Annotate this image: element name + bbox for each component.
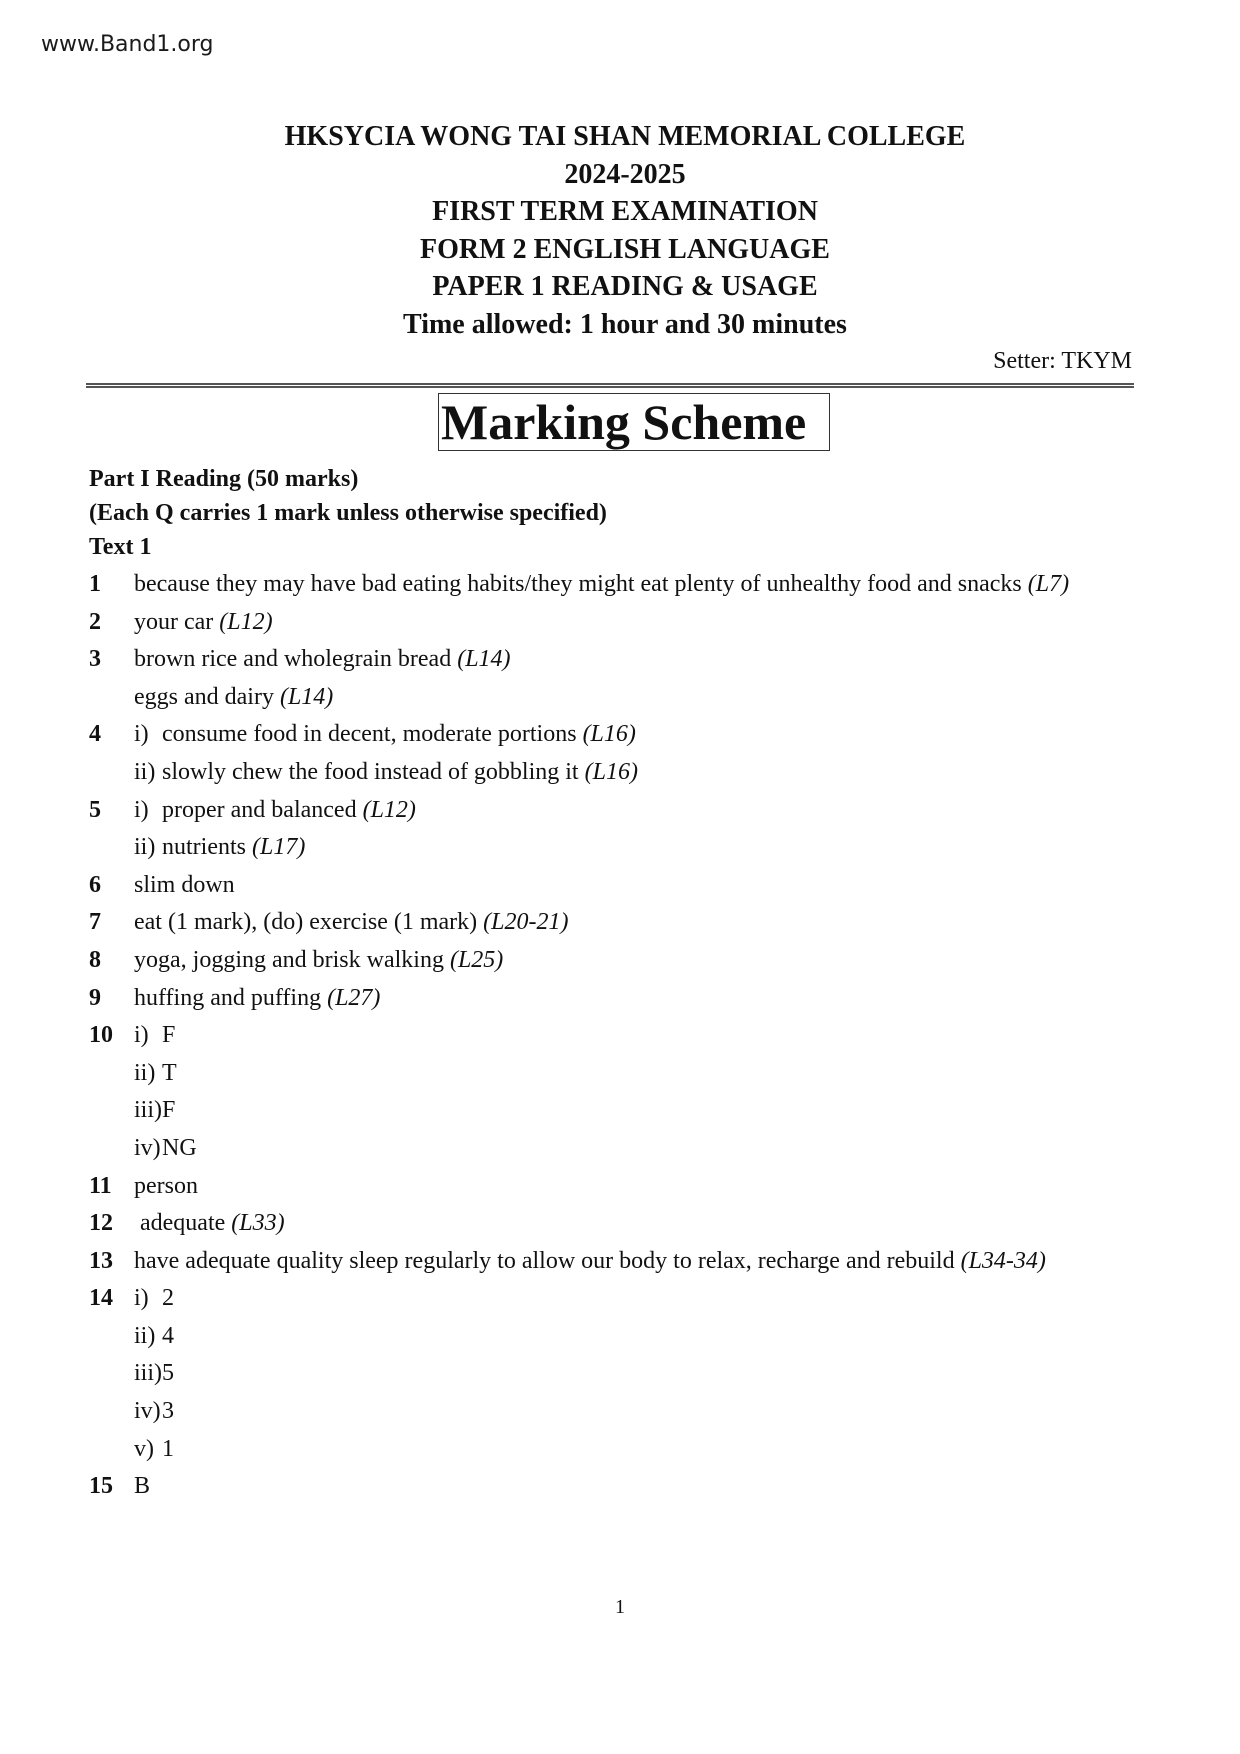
question-number: 12 xyxy=(89,1210,113,1237)
answer-body xyxy=(134,1280,174,1318)
answer-text: because they may have bad eating habits/they might eat plenty of unhealthy food and snacks xyxy=(134,571,1028,597)
answer-row xyxy=(89,754,1169,792)
answer-text: slim down xyxy=(134,871,235,898)
line-reference: (L7) xyxy=(1027,571,1070,597)
answer-text: nutrients xyxy=(162,834,252,861)
line-reference: (L27) xyxy=(327,984,381,1011)
line-reference: (L14) xyxy=(457,646,511,673)
answer-body xyxy=(134,716,636,754)
question-number: 9 xyxy=(89,984,101,1011)
question-number xyxy=(89,1092,134,1130)
line-reference: (L12) xyxy=(219,608,273,635)
answer-row xyxy=(89,1468,1169,1506)
part-title: Part I Reading (50 marks) xyxy=(89,466,359,492)
line-reference: (L14) xyxy=(279,683,334,710)
marking-note: (Each Q carries 1 mark unless otherwise specified) xyxy=(89,500,607,526)
answer-body xyxy=(134,792,416,830)
sub-question-label: v) xyxy=(134,1435,154,1462)
question-number xyxy=(89,1393,134,1431)
answer-row xyxy=(89,716,1169,754)
answer-body xyxy=(134,980,380,1018)
answer-body xyxy=(134,1168,198,1206)
setter: Setter: TKYM xyxy=(993,348,1132,374)
answer-text: slowly chew the food instead of gobbling it xyxy=(162,758,585,785)
answer-text: F xyxy=(162,1022,176,1049)
answer-row xyxy=(89,1393,1169,1431)
answer-body xyxy=(134,942,503,980)
answer-row xyxy=(89,1055,1169,1093)
watermark-url: www.Band1.org xyxy=(41,32,214,57)
answer-row xyxy=(89,1168,1169,1206)
question-number: 1 xyxy=(89,571,101,597)
time-allowed: Time allowed: 1 hour and 30 minutes xyxy=(403,308,847,340)
sub-question-label: i) xyxy=(134,1285,149,1312)
answer-text: 1 xyxy=(162,1435,174,1462)
answer-row xyxy=(89,679,1169,717)
line-reference: (L20-21) xyxy=(483,909,569,936)
question-number xyxy=(89,1431,134,1469)
answer-row xyxy=(89,1280,1169,1318)
answer-text: proper and balanced xyxy=(162,796,363,823)
answer-text: person xyxy=(134,1172,198,1199)
line-reference: (L25) xyxy=(449,946,504,973)
answer-text: have adequate quality sleep regularly to allow our body to relax, recharge and rebuild xyxy=(134,1247,961,1274)
answer-row xyxy=(89,641,1169,679)
sub-question-label: ii) xyxy=(134,758,156,785)
answer-body xyxy=(134,829,305,867)
line-reference: (L16) xyxy=(584,758,638,785)
answer-text: eggs and dairy xyxy=(134,683,280,710)
answer-row xyxy=(89,942,1169,980)
answer-body xyxy=(134,641,511,679)
answer-row xyxy=(89,1130,1169,1168)
question-number: 10 xyxy=(89,1022,113,1049)
answer-row xyxy=(89,566,1169,604)
answer-row xyxy=(89,1243,1169,1281)
answer-body xyxy=(134,604,273,642)
exam-header xyxy=(0,118,1240,343)
answer-row xyxy=(89,792,1169,830)
answer-body xyxy=(134,754,638,792)
answer-text: adequate xyxy=(134,1210,232,1237)
answer-body xyxy=(134,904,569,942)
question-number: 7 xyxy=(89,909,101,936)
answer-text: 4 xyxy=(162,1322,174,1349)
sub-question-label: ii) xyxy=(134,1059,156,1086)
line-reference: (L34-34) xyxy=(960,1247,1046,1274)
answer-body xyxy=(134,1205,285,1243)
sub-question-label: iv) xyxy=(134,1134,161,1161)
answer-text: B xyxy=(134,1473,151,1500)
document-title: Marking Scheme xyxy=(438,393,830,451)
answer-body xyxy=(134,566,1069,604)
answer-row xyxy=(89,1205,1169,1243)
double-rule-divider xyxy=(86,383,1134,388)
sub-question-label: iii) xyxy=(134,1360,162,1387)
school-name: HKSYCIA WONG TAI SHAN MEMORIAL COLLEGE xyxy=(284,121,966,152)
sub-question-label: i) xyxy=(134,1022,149,1049)
question-number: 11 xyxy=(89,1172,112,1199)
question-number: 8 xyxy=(89,946,101,973)
question-number: 15 xyxy=(89,1473,113,1500)
answer-text: eat (1 mark), (do) exercise (1 mark) xyxy=(134,909,484,936)
answer-text: F xyxy=(162,1097,176,1124)
question-number xyxy=(89,1055,134,1093)
line-reference: (L16) xyxy=(582,721,636,748)
line-reference: (L17) xyxy=(252,834,306,861)
question-number xyxy=(89,1355,134,1393)
paper-name: PAPER 1 READING & USAGE xyxy=(432,271,818,302)
answer-body xyxy=(134,1243,1046,1281)
answer-text: 3 xyxy=(162,1398,174,1425)
question-number: 5 xyxy=(89,796,101,823)
answer-list xyxy=(89,566,1169,1506)
answer-text: T xyxy=(162,1059,177,1086)
answer-row xyxy=(89,904,1169,942)
answer-body xyxy=(134,1318,174,1356)
question-number: 4 xyxy=(89,721,101,748)
line-reference: (L12) xyxy=(362,796,416,823)
answer-row xyxy=(89,980,1169,1018)
question-number: 6 xyxy=(89,871,101,898)
answer-text: consume food in decent, moderate portions xyxy=(162,721,583,748)
question-number xyxy=(89,1130,134,1168)
answer-body xyxy=(134,1393,174,1431)
answer-body xyxy=(134,1468,150,1506)
answer-row xyxy=(89,604,1169,642)
sub-question-label: i) xyxy=(134,796,149,823)
answer-row xyxy=(89,1355,1169,1393)
question-number: 14 xyxy=(89,1285,113,1312)
answer-text: brown rice and wholegrain bread xyxy=(134,646,458,673)
school-year: 2024-2025 xyxy=(564,158,686,190)
question-number: 13 xyxy=(89,1247,113,1274)
question-number xyxy=(89,829,134,867)
question-number xyxy=(89,754,134,792)
answer-body xyxy=(134,1055,177,1093)
sub-question-label: i) xyxy=(134,721,149,748)
exam-name: FIRST TERM EXAMINATION xyxy=(432,196,818,227)
page-number: 1 xyxy=(615,1596,625,1618)
answer-body xyxy=(134,1130,197,1168)
answer-row xyxy=(89,1431,1169,1469)
answer-text: NG xyxy=(162,1134,197,1161)
answer-body xyxy=(134,1017,175,1055)
line-reference: (L33) xyxy=(231,1210,285,1237)
answer-body xyxy=(134,1431,174,1469)
answer-body xyxy=(134,1092,175,1130)
sub-question-label: iv) xyxy=(134,1398,161,1425)
answer-row xyxy=(89,829,1169,867)
answer-row xyxy=(89,867,1169,905)
answer-row xyxy=(89,1092,1169,1130)
question-number: 2 xyxy=(89,608,101,635)
answer-text: 2 xyxy=(162,1285,174,1312)
answer-body xyxy=(134,1355,174,1393)
answer-row xyxy=(89,1318,1169,1356)
answer-body xyxy=(134,679,333,717)
answer-text: your car xyxy=(134,608,220,635)
sub-question-label: ii) xyxy=(134,834,156,861)
answer-text: 5 xyxy=(162,1360,174,1387)
answer-body xyxy=(134,867,235,905)
answer-row xyxy=(89,1017,1169,1055)
sub-question-label: ii) xyxy=(134,1322,156,1349)
text-title: Text 1 xyxy=(89,534,152,560)
answer-text: yoga, jogging and brisk walking xyxy=(134,946,450,973)
question-number xyxy=(89,679,134,717)
question-number: 3 xyxy=(89,646,101,673)
answer-text: huffing and puffing xyxy=(134,984,328,1011)
subject-name: FORM 2 ENGLISH LANGUAGE xyxy=(420,233,830,265)
question-number xyxy=(89,1318,134,1356)
section-heading xyxy=(89,462,607,564)
sub-question-label: iii) xyxy=(134,1097,162,1124)
